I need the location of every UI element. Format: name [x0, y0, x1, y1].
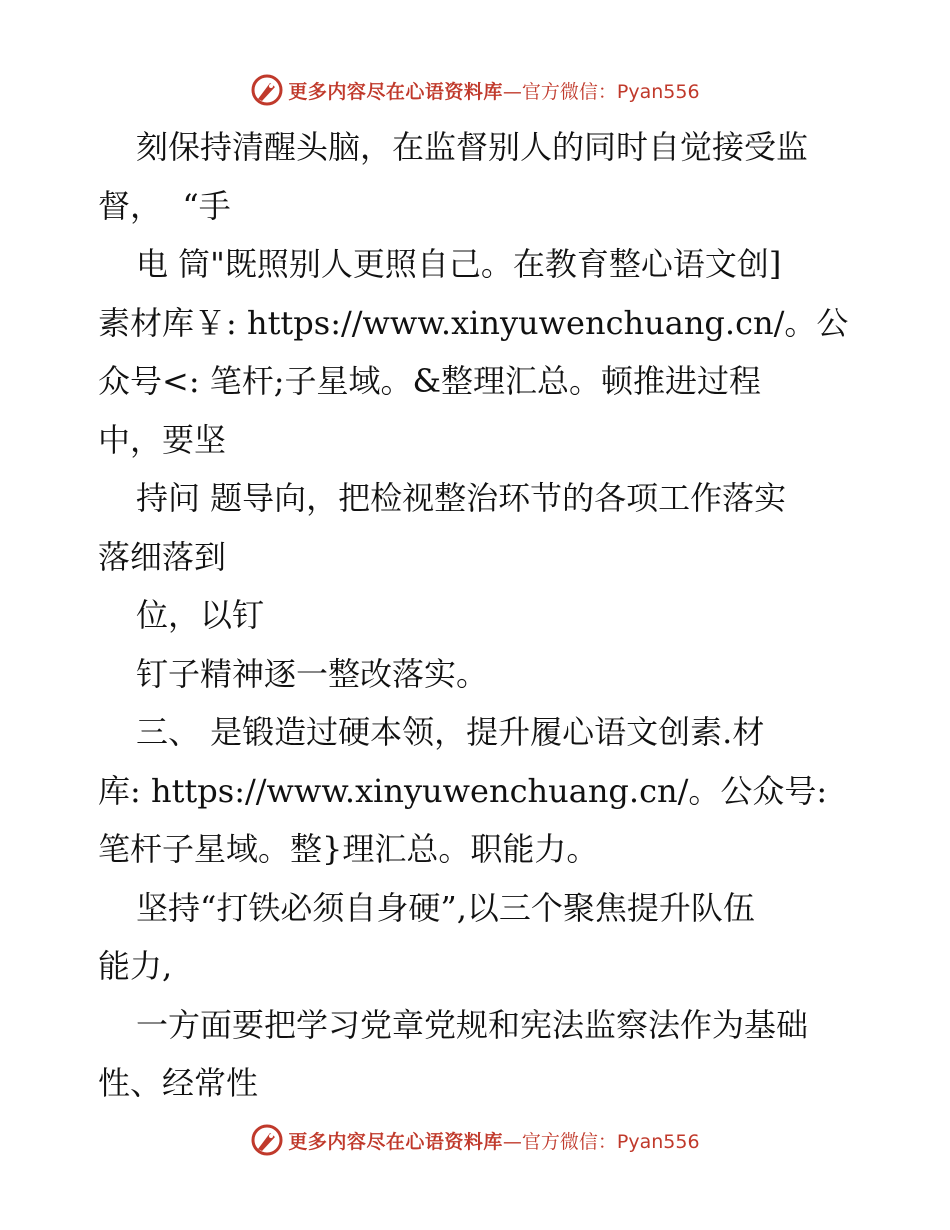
- pen-nib-circle-icon: [250, 1123, 284, 1157]
- text-line: 坚持“打铁必须自身硬”,以三个聚焦提升队伍: [136, 888, 755, 927]
- header-banner-title: 更多内容尽在心语资料库: [288, 80, 503, 103]
- document-body: [98, 118, 898, 1113]
- text-line: 一方面要把学习党章党规和宪法监察法作为基础: [136, 1005, 809, 1044]
- text-line: 三、 是锻造过硬本领，提升履心语文创素.材: [136, 713, 765, 751]
- text-line: 众号<: 笔杆;子星域。&整理汇总。顿推进过程: [98, 362, 762, 400]
- text-line: 笔杆子星域。整}理汇总。职能力。: [98, 830, 599, 868]
- footer-banner-wechat: —官方微信：Pyan556: [502, 1130, 700, 1153]
- text-line: 中，要坚: [98, 420, 227, 459]
- text-line: 电 筒"既照别人更照自己。在教育整心语文创]: [136, 245, 782, 283]
- text-line: 钉子精神逐一整改落实。: [136, 654, 489, 693]
- text-line: 性、经常性: [98, 1064, 259, 1102]
- text-line: 督， “手: [98, 186, 231, 225]
- text-line: 能力,: [98, 947, 173, 985]
- text-line: 素材库￥: https://www.xinyuwenchuang.cn/。公: [98, 303, 849, 342]
- text-line: 落细落到: [98, 537, 227, 576]
- header-banner: [0, 70, 950, 110]
- footer-banner-title: 更多内容尽在心语资料库: [288, 1130, 503, 1153]
- text-line: 库: https://www.xinyuwenchuang.cn/。公众号:: [98, 771, 828, 810]
- text-line: 位，以钉: [136, 596, 265, 634]
- pen-nib-circle-icon: [250, 73, 284, 107]
- header-banner-wechat: —官方微信：Pyan556: [502, 80, 700, 103]
- footer-banner: [0, 1120, 950, 1160]
- text-line: 持问 题导向，把检视整治环节的各项工作落实: [136, 479, 787, 517]
- text-line: 刻保持清醒头脑，在监督别人的同时自觉接受监: [136, 128, 809, 166]
